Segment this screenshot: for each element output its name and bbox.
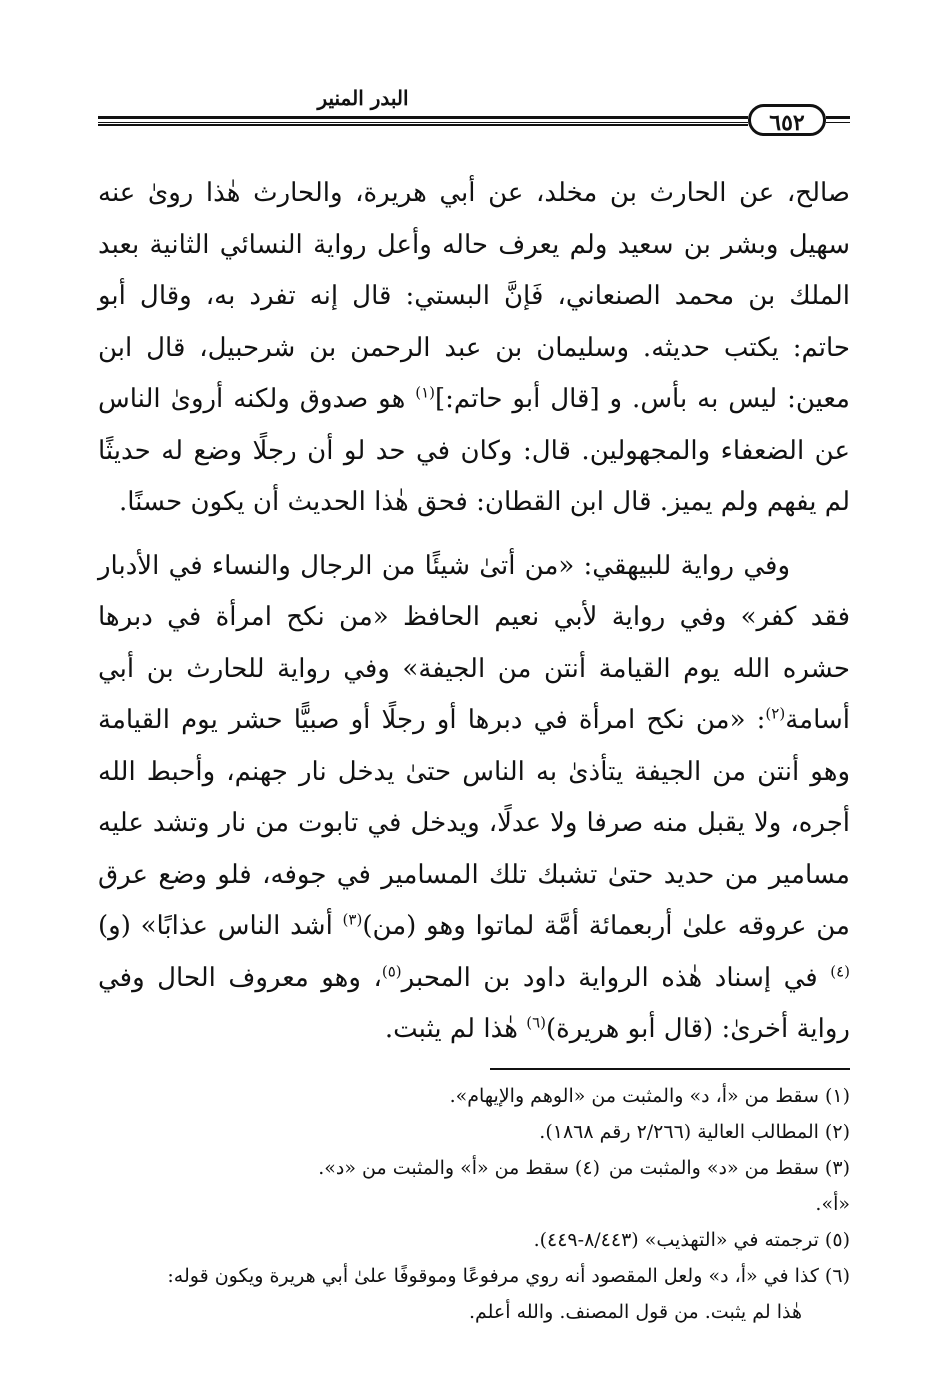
footnote-ref-4: (٤) — [830, 961, 850, 980]
paragraph-1-text-a: صالح، عن الحارث بن مخلد، عن أبي هريرة، والحارث هٰذا روىٰ عنه سهيل وبشر بن سعيد ولم يعرف حاله وأعل رواية النسائي الثانية بعبد الملك بن محمد الصنعاني، فَإنَّ البستي: قال إنه تفرد به، وقال أبو حاتم: يكتب حديثه. وسليمان بن عبد الرحمن بن شرحبيل، قال ابن معين: ليس به بأس. و [قال أبو حاتم:] — [98, 178, 850, 414]
footnotes — [98, 1078, 850, 1330]
footnote-ref-3: (٣) — [342, 910, 363, 929]
footnote-ref-5: (٥) — [381, 961, 402, 980]
paragraph-2-text-e: ، وهو معروف الحال وفي رواية أخرىٰ: (قال أبو هريرة) — [98, 962, 850, 1044]
footnote-ref-1: (١) — [415, 383, 436, 402]
footnote-4: (٤) سقط من «أ» والمثبت من «د». — [318, 1157, 600, 1179]
paragraph-2-text-a: وفي رواية للبيهقي: «من أتىٰ شيئًا من الرجال والنساء في الأدبار فقد كفر» وفي رواية لأبي نعيم الحافظ «من نكح امرأة في دبرها حشره الله يوم القيامة أنتن من الجيفة» وفي رواية للحارث بن أبي أسامة — [98, 550, 850, 735]
header-rule-right — [826, 116, 850, 123]
page-number: ٦٥٢ — [748, 104, 826, 136]
page-header — [98, 84, 850, 144]
paragraph-2 — [98, 541, 850, 1056]
paragraph-2-text-c: أشد الناس عذابًا» (و) — [98, 911, 343, 941]
footnote-3: (٣) سقط من «د» والمثبت من «أ». — [608, 1157, 850, 1215]
running-title: البدر المنير — [317, 86, 409, 110]
footnote-6-line-2: هٰذا لم يثبت. من قول المصنف. والله أعلم. — [468, 1301, 802, 1323]
paragraph-1-text-b: هو صدوق ولكنه أروىٰ الناس عن الضعفاء والمجهولين. قال: وكان في حد لو أن رجلًا وضع له حديثًا لم يفهم ولم يميز. قال ابن القطان: فحق هٰذا الحديث أن يكون حسنًا. — [98, 384, 850, 517]
footnote-ref-2: (٢) — [765, 704, 786, 723]
footnote-6-line-1: (٦) كذا في «أ، د» ولعل المقصود أنه روي مرفوعًا وموقوفًا علىٰ أبي هريرة ويكون قوله: — [167, 1265, 850, 1287]
footnote-1: (١) سقط من «أ، د» والمثبت من «الوهم والإيهام». — [449, 1085, 850, 1107]
footnote-separator — [490, 1068, 850, 1070]
main-text — [98, 168, 850, 1056]
footnote-ref-6: (٦) — [526, 1013, 546, 1032]
footnote-2: (٢) المطالب العالية (٢/٢٦٦ رقم ١٨٦٨). — [539, 1121, 850, 1143]
footnote-5: (٥) ترجمته في «التهذيب» (٨/٤٤٣-٤٤٩). — [533, 1229, 850, 1251]
footnote-row-3-4 — [98, 1150, 850, 1222]
paragraph-2-text-b: : «من نكح امرأة في دبرها أو رجلًا أو صبيًّا حشر يوم القيامة وهو أنتن من الجيفة يتأذىٰ به الناس حتىٰ يدخل نار جهنم، وأحبط الله أجره، ولا يقبل منه صرفا ولا عدلًا، ويدخل في تابوت من نار وتشد عليه مسامير من حديد حتىٰ تشبك تلك المسامير في جوفه، فلو وضع عرق من عروقه علىٰ أربعمائة أمَّة لماتوا وهو (من) — [98, 705, 850, 941]
paragraph-2-text-f: هٰذا لم يثبت. — [384, 1014, 527, 1044]
paragraph-1 — [98, 168, 850, 529]
header-rule — [98, 116, 748, 123]
paragraph-2-text-d: في إسناد هٰذه الرواية داود بن المحبر — [401, 962, 831, 993]
header-rule-thin — [98, 124, 748, 126]
